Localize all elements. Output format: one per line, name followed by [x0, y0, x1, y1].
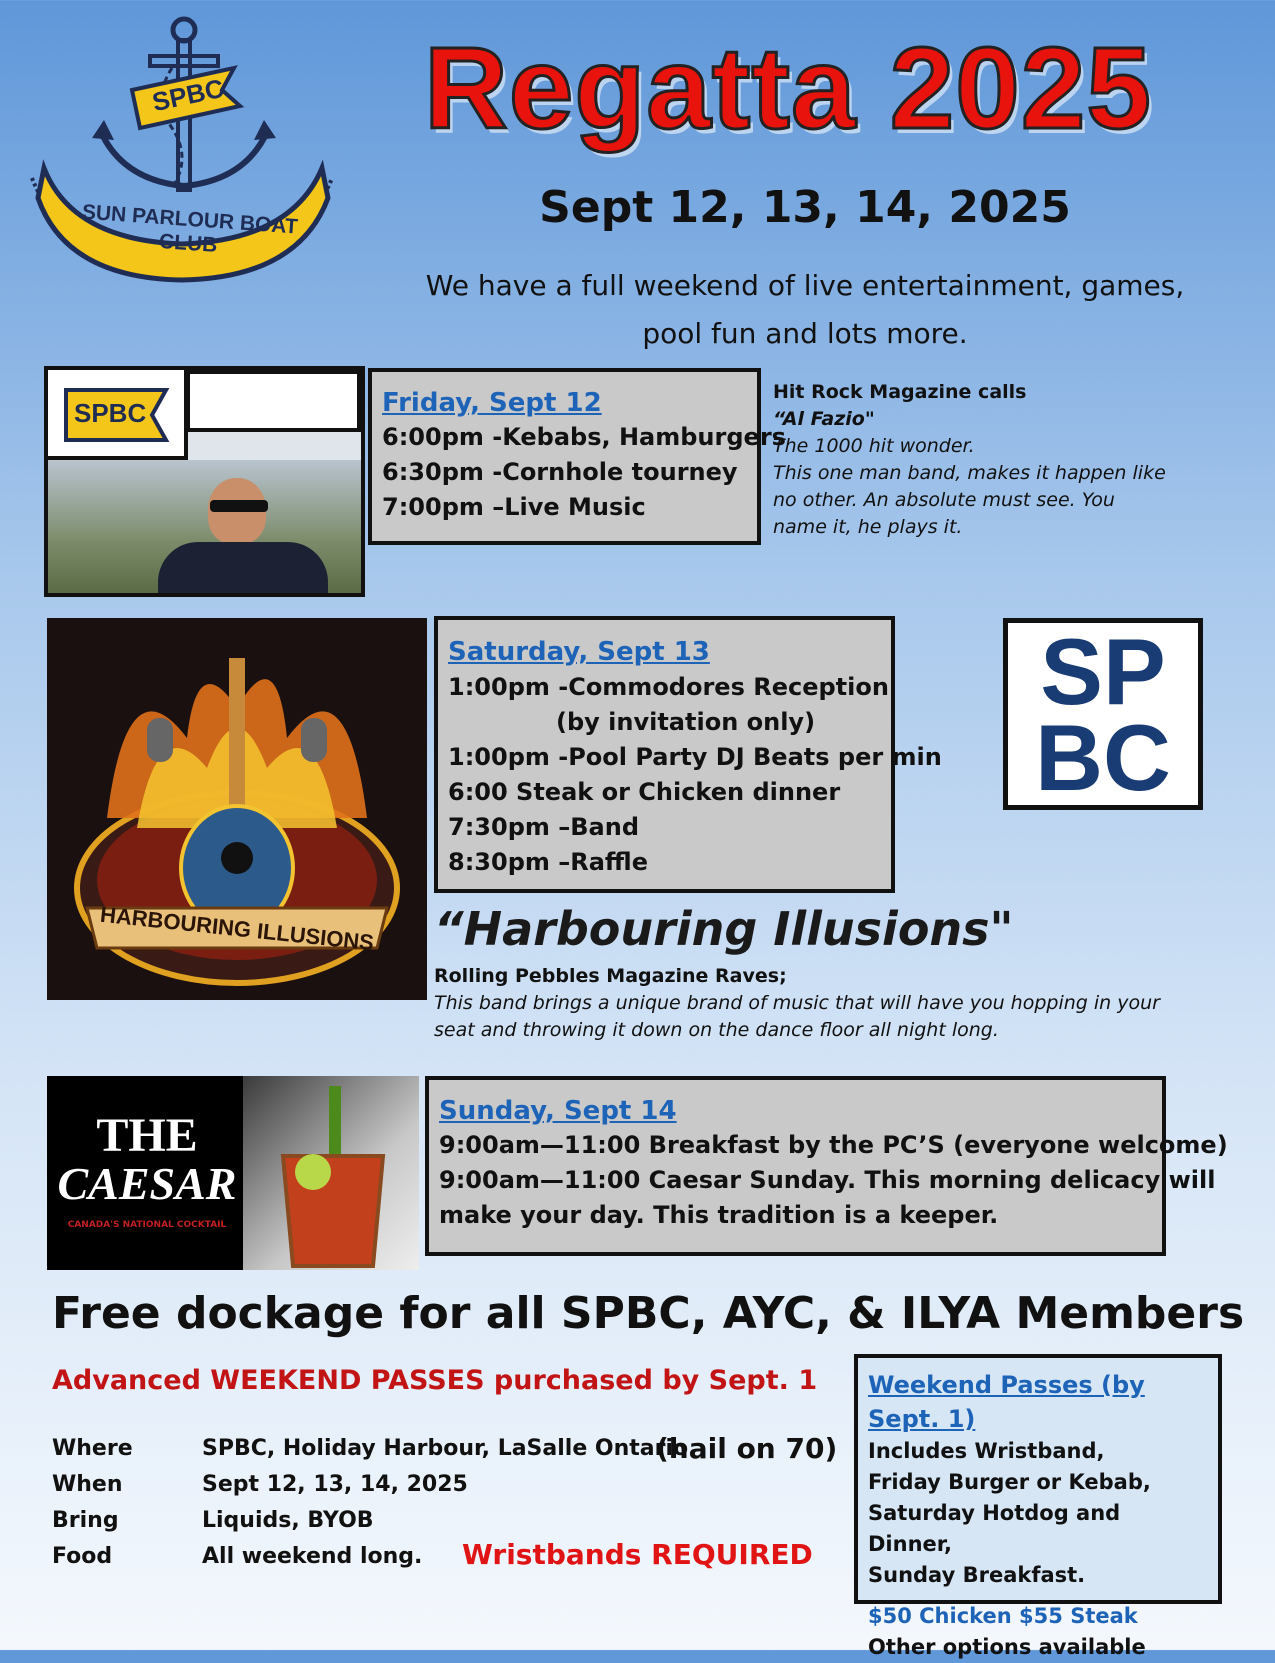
detail-value: All weekend long. — [202, 1544, 423, 1569]
friday-schedule-box — [368, 368, 786, 545]
detail-label: Food — [52, 1544, 113, 1569]
sunday-item: 9:00am—11:00 Breakfast by the PC’S (everyone welcome) — [439, 1131, 1228, 1159]
detail-label: Where — [52, 1436, 133, 1461]
logo-ribbon-text: SUN PARLOUR BOAT CLUB — [81, 200, 299, 257]
intro-line-1: We have a full weekend of live entertainment, games, — [425, 269, 1185, 302]
friday-quote-line: no other. An absolute must see. You — [773, 489, 1115, 511]
sunglasses-icon — [210, 500, 268, 512]
saturday-item: 7:30pm –Band — [448, 813, 639, 841]
free-dockage-banner: Free dockage for all SPBC, AYC, & ILYA Members — [52, 1288, 1245, 1339]
friday-quote-source: Hit Rock Magazine calls — [773, 381, 1027, 403]
friday-quote-line: name it, he plays it. — [773, 516, 963, 538]
wristbands-required: Wristbands REQUIRED — [462, 1538, 813, 1571]
friday-pennant-text: SPBC — [74, 398, 147, 428]
friday-quote-line: The 1000 hit wonder. — [773, 435, 975, 457]
intro-line-2: pool fun and lots more. — [642, 317, 968, 350]
saturday-item: 1:00pm -Pool Party DJ Beats per min — [448, 743, 942, 771]
friday-quote-name: “Al Fazio" — [773, 408, 875, 430]
spbc-block-logo — [1003, 618, 1203, 810]
detail-label: Bring — [52, 1508, 119, 1533]
club-logo — [22, 8, 352, 308]
detail-label: When — [52, 1472, 123, 1497]
intro-text — [380, 262, 1230, 358]
detail-row-where — [52, 1432, 838, 1468]
blank-label-box — [186, 370, 361, 432]
saturday-quote — [434, 962, 1234, 1044]
friday-item: 7:00pm –Live Music — [382, 493, 646, 521]
friday-heading: Friday, Sept 12 — [382, 388, 602, 418]
detail-value: Liquids, BYOB — [202, 1508, 374, 1533]
passes-line: Friday Burger or Kebab, — [868, 1470, 1151, 1494]
passes-line: Saturday Hotdog and Dinner, — [868, 1501, 1121, 1556]
caesar-title-line-1: THE — [96, 1109, 198, 1162]
detail-extra: (hail on 70) — [656, 1432, 838, 1465]
detail-value: SPBC, Holiday Harbour, LaSalle Ontario — [202, 1436, 689, 1461]
sunday-item: make your day. This tradition is a keeper. — [439, 1201, 999, 1229]
sunday-heading: Sunday, Sept 14 — [439, 1096, 677, 1126]
event-dates: Sept 12, 13, 14, 2025 — [539, 182, 1071, 233]
saturday-schedule-box — [434, 616, 942, 893]
friday-quote-line: This one man band, makes it happen like — [773, 462, 1166, 484]
sunday-schedule-box — [425, 1076, 1228, 1256]
saturday-item: (by invitation only) — [556, 708, 816, 736]
saturday-item: 1:00pm -Commodores Reception — [448, 673, 889, 701]
friday-item: 6:00pm -Kebabs, Hamburgers — [382, 423, 786, 451]
cocktail-glass-icon — [263, 1082, 403, 1270]
detail-value: Sept 12, 13, 14, 2025 — [202, 1472, 468, 1497]
friday-quote — [773, 378, 1213, 541]
page-title: Regatta 2025 — [424, 23, 1152, 153]
passes-line: Sunday Breakfast. — [868, 1563, 1086, 1587]
saturday-item: 8:30pm –Raffle — [448, 848, 648, 876]
saturday-heading: Saturday, Sept 13 — [448, 637, 710, 667]
saturday-quote-source: Rolling Pebbles Magazine Raves; — [434, 965, 787, 987]
detail-row-when — [52, 1468, 832, 1504]
spbc-logo-line-2: BC — [1035, 705, 1171, 810]
performer-body — [158, 542, 328, 597]
friday-item: 6:30pm -Cornhole tourney — [382, 458, 738, 486]
passes-line: Includes Wristband, — [868, 1439, 1105, 1463]
sunday-item: 9:00am—11:00 Caesar Sunday. This morning delicacy will — [439, 1166, 1216, 1194]
saturday-item: 6:00 Steak or Chicken dinner — [448, 778, 841, 806]
detail-row-bring — [52, 1504, 832, 1540]
caesar-title-line-2: CAESAR — [57, 1158, 237, 1209]
passes-heading: Weekend Passes (by Sept. 1) — [868, 1371, 1145, 1433]
friday-pennant-card — [48, 370, 188, 460]
weekend-passes-box — [854, 1354, 1222, 1659]
passes-other: Other options available — [868, 1635, 1146, 1659]
band-name: “Harbouring Illusions" — [434, 902, 1014, 956]
friday-photo — [44, 366, 365, 597]
advanced-passes-notice: Advanced WEEKEND PASSES purchased by Sept. 1 — [52, 1365, 818, 1396]
logo-pennant-text: SPBC — [149, 72, 227, 118]
saturday-quote-line: seat and throwing it down on the dance floor all night long. — [434, 1019, 999, 1041]
band-artwork — [47, 618, 427, 1000]
band-artwork-text: HARBOURING ILLUSIONS — [98, 901, 376, 956]
caesar-image — [47, 1076, 419, 1270]
passes-price: $50 Chicken $55 Steak — [868, 1604, 1138, 1628]
caesar-subtitle: CANADA'S NATIONAL COCKTAIL — [67, 1220, 227, 1230]
spbc-logo-line-1: SP — [1040, 619, 1166, 724]
saturday-quote-line: This band brings a unique brand of music that will have you hopping in your — [434, 992, 1160, 1014]
